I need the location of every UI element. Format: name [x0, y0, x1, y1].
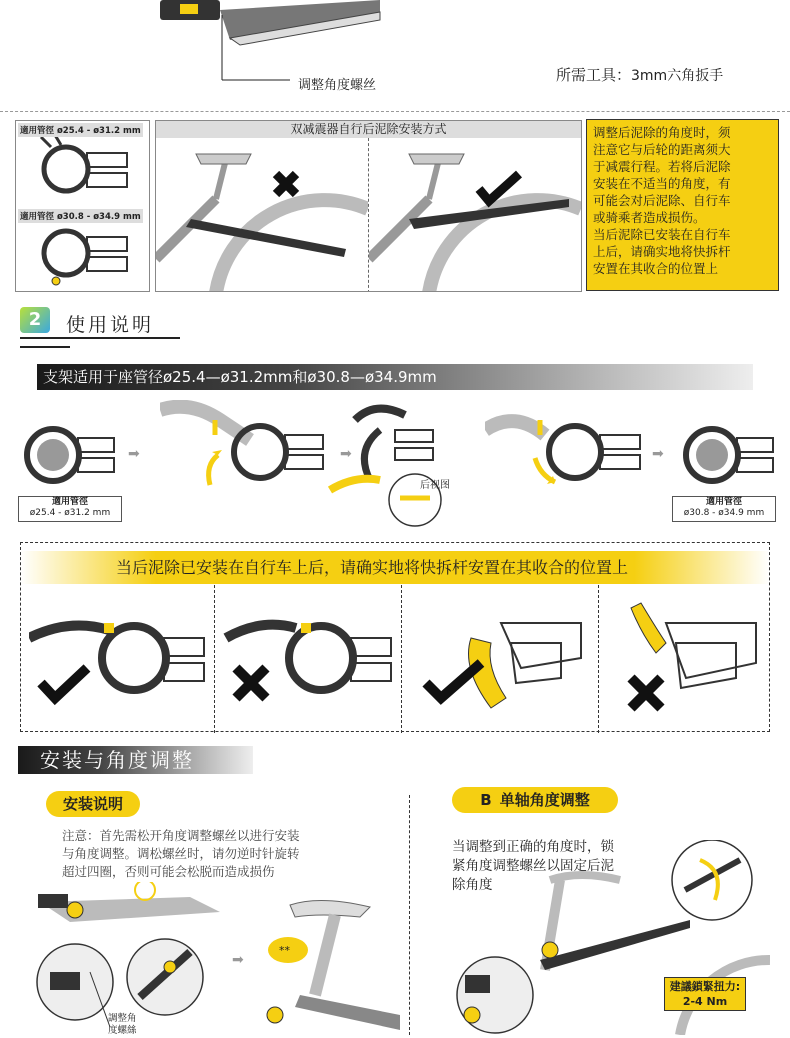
bracket-title: 支架适用于座管径ø25.4—ø31.2mm和ø30.8—ø34.9mm: [43, 368, 437, 386]
section-number: 2: [28, 309, 42, 330]
torque-value: 2-4 Nm: [682, 995, 728, 1008]
section-title: 使用说明: [66, 314, 155, 336]
arrow-icon: ➡: [340, 446, 352, 462]
bracket-step-4: [485, 400, 645, 495]
install-a-screw-2: 度螺絲: [108, 1025, 137, 1036]
warning-p2-line1: 当后泥除已安装在自行车: [593, 227, 731, 242]
torque-box: [664, 977, 746, 1011]
torque-label: 建議鎖緊扭力:: [669, 980, 741, 993]
quick-wrong-1: [221, 598, 396, 728]
screw-label: 调整角度螺丝: [298, 78, 377, 93]
section-underline-2: [20, 346, 70, 348]
clamp-icon-1: [31, 137, 141, 207]
bubble-label: **: [279, 944, 290, 957]
install-b-text-1: 当调整到正确的角度时，锁: [452, 839, 614, 855]
compat-box: [15, 120, 150, 292]
warning-p2-line3: 安置在其收合的位置上: [593, 261, 719, 276]
arrow-icon: ➡: [652, 446, 664, 462]
install-title-bar: [18, 746, 253, 774]
bracket-caption-1a: 適用管徑: [51, 497, 88, 507]
bracket-caption-2a: 適用管徑: [705, 497, 742, 507]
bracket-title-bar: [37, 364, 753, 390]
compat-label-1: 適用管徑 ø25.4 - ø31.2 mm: [18, 123, 143, 137]
install-b-text-3: 除角度: [452, 877, 493, 893]
quick-release-box: [20, 542, 770, 732]
warning-p1-line3: 于减震行程。若将后泥除: [593, 159, 731, 174]
divider: [0, 111, 790, 112]
quick-wrong-2: [606, 598, 766, 728]
dual-title-bar: [156, 121, 581, 138]
bike-wrong-illustration: [156, 139, 368, 292]
bracket-step-5: [677, 410, 777, 490]
install-title: 安装与角度调整: [40, 748, 194, 772]
warning-p1-line2: 注意它与后轮的距离须大: [593, 142, 731, 157]
arrow-icon: ➡: [232, 952, 244, 968]
install-a-result: [250, 895, 400, 1035]
install-a-text-3: 超过四圈，否则可能会松脱而造成损伤: [62, 864, 275, 879]
install-b-title-text: 单轴角度调整: [499, 791, 590, 809]
bracket-caption-1: [18, 496, 122, 522]
tools-label-text: 所需工具：: [556, 66, 632, 84]
quick-divider-1: [214, 585, 215, 733]
install-divider: [409, 795, 410, 1035]
install-a-screw-1: 調整角: [108, 1013, 137, 1024]
warning-p2-line2: 上后，请确实地将快拆杆: [593, 244, 731, 259]
quick-title-bar: [21, 551, 769, 584]
bike-correct-illustration: [369, 139, 581, 292]
install-a-text-2: 与角度调整。调松螺丝时，请勿逆时针旋转: [62, 846, 300, 861]
quick-title: 当后泥除已安装在自行车上后，请确实地将快拆杆安置在其收合的位置上: [116, 558, 629, 577]
quick-divider-3: [598, 585, 599, 733]
bracket-step-1: [18, 410, 118, 490]
bracket-caption-2: [672, 496, 776, 522]
install-b-letter: B: [480, 791, 492, 809]
rear-view-label: 后视图: [420, 480, 450, 491]
dual-title: 双减震器自行后泥除安装方式: [290, 122, 447, 136]
quick-divider-2: [401, 585, 402, 733]
tools-label: [556, 64, 723, 85]
bracket-step-2: [160, 400, 330, 495]
tools-value: 3mm六角扳手: [631, 68, 724, 84]
quick-correct-1: [29, 598, 209, 728]
arrow-icon: ➡: [128, 446, 140, 462]
warning-box: [586, 119, 779, 291]
install-a-title: [46, 791, 140, 817]
bracket-caption-1b: ø25.4 - ø31.2 mm: [29, 508, 111, 518]
quick-correct-2: [411, 598, 591, 728]
install-b-title: [452, 787, 618, 813]
warning-p1-line4: 安装在不适当的角度，有: [593, 176, 731, 191]
warning-p1-line6: 或骑乘者造成损伤。: [593, 210, 706, 225]
warning-p1-line5: 可能会对后泥除、自行车: [593, 193, 731, 208]
bracket-caption-2b: ø30.8 - ø34.9 mm: [683, 508, 765, 518]
dual-suspension-box: [155, 120, 582, 292]
section-underline: [20, 337, 180, 339]
bracket-step-3: [325, 400, 445, 530]
install-b-text-2: 紧角度调整螺丝以固定后泥: [452, 858, 614, 874]
compat-label-2: 適用管徑 ø30.8 - ø34.9 mm: [18, 209, 143, 223]
install-a-text-1: 注意：首先需松开角度调整螺丝以进行安装: [62, 828, 300, 843]
warning-p1-line1: 调整后泥除的角度时，须: [593, 125, 731, 140]
install-a-title-text: 安装说明: [62, 795, 123, 813]
section-number-badge: [20, 307, 50, 333]
clamp-icon-2: [31, 221, 141, 291]
